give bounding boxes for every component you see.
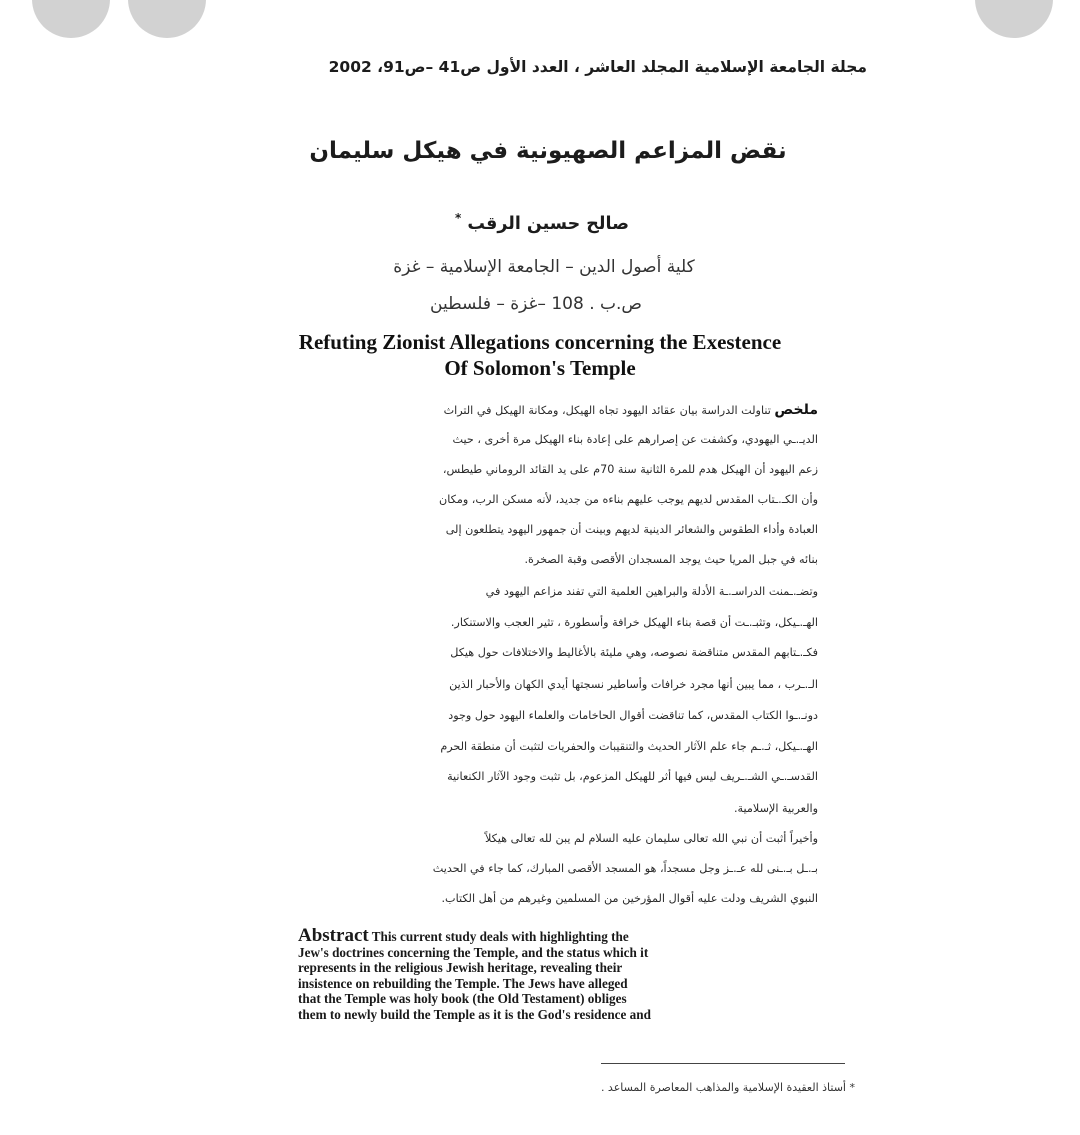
footnote-divider (601, 1063, 845, 1064)
summary-line: بنائه في جبل المريا حيث يوجد المسجدان الأقصى وقبة الصخرة. (524, 553, 818, 566)
summary-line: الهـ.ـيكل، ثـ.ـم جاء علم الآثار الحديث والتنقيبات والحفريات لتثبت أن منطقة الحرم (440, 740, 818, 753)
summary-line: الهـ.ـيكل، وتثبـ.ـت أن قصة بناء الهيكل خرافة وأسطورة ، تثير العجب والاستنكار. (450, 616, 818, 629)
paper-title-arabic: نقض المزاعم الصهيونية في هيكل سليمان (309, 138, 787, 164)
overlay-button-right[interactable] (975, 0, 1053, 38)
summary-line: زعم اليهود أن الهيكل هدم للمرة الثانية سنة 70م على يد القائد الروماني طيطس، (442, 463, 818, 476)
summary-line: فكـ.ـتابهم المقدس متناقضة نصوصه، وهي مليئة بالأغاليط والاختلافات حول هيكل (450, 646, 818, 659)
paper-title-english-line-2: Of Solomon's Temple (444, 356, 636, 380)
summary-line: وأخيراً أثبت أن نبي الله تعالى سليمان عليه السلام لم يبن لله تعالى هيكلاً (484, 832, 818, 845)
summary-heading: ملخص (774, 402, 818, 418)
summary-line: الديـ.ـي اليهودي، وكشفت عن إصرارهم على إعادة بناء الهيكل مرة أخرى ، حيث (452, 433, 818, 446)
abstract-line: them to newly build the Temple as it is the God's residence and (298, 1006, 651, 1022)
summary-line: وتضـ.ـمنت الدراسـ.ـة الأدلة والبراهين العلمية التي تفند مزاعم اليهود في (485, 585, 818, 598)
abstract-line-1 (298, 928, 803, 945)
paper-title-english-line-1: Refuting Zionist Allegations concerning the Exestence (298, 330, 782, 354)
abstract-heading: Abstract (298, 928, 369, 945)
abstract-line: insistence on rebuilding the Temple. The Jews have alleged (298, 975, 628, 991)
summary-line: النبوي الشريف ودلت عليه أقوال المؤرخين من المسلمين وغيرهم من أهل الكتاب. (441, 892, 818, 905)
summary-line: وأن الكـ.ـتاب المقدس لديهم يوجب عليهم بناءه من جديد، لأنه مسكن الرب، ومكان (439, 493, 818, 506)
author-line (2, 211, 1080, 234)
abstract-line: represents in the religious Jewish heritage, revealing their (298, 960, 623, 976)
abstract-english (298, 928, 803, 1023)
abstract-text: This current study deals with highlighting the (371, 929, 629, 944)
summary-line: القدسـ.ـي الشـ.ـريف ليس فيها أثر للهيكل المزعوم، بل تثبت وجود الآثار الكنعانية (447, 770, 818, 783)
summary-line: العبادة وأداء الطقوس والشعائر الدينية لديهم وبينت أن جمهور اليهود يتطلعون إلى (445, 523, 818, 536)
summary-line: والعربية الإسلامية. (734, 802, 818, 815)
author-footnote-mark: * (455, 211, 462, 225)
author-name: صالح حسين الرقب (467, 213, 629, 234)
overlay-button-left-1[interactable] (32, 0, 110, 38)
summary-line: دونـ.ـوا الكتاب المقدس، كما تناقضت أقوال الحاخامات والعلماء اليهود حول وجود (448, 709, 818, 722)
overlay-button-left-2[interactable] (128, 0, 206, 38)
footnote: * أستاذ العقيدة الإسلامية والمذاهب المعاصرة المساعد . (600, 1081, 855, 1094)
abstract-line: that the Temple was holy book (the Old Testament) obliges (298, 991, 627, 1007)
summary-line-1 (278, 397, 818, 424)
abstract-line: Jew's doctrines concerning the Temple, and the status which it (298, 944, 649, 960)
journal-header: مجلة الجامعة الإسلامية المجلد العاشر ، العدد الأول ص41 –ص91، 2002 (328, 58, 867, 76)
summary-line: بـ.ـل بـ.ـنى لله عـ.ـز وجل مسجداً، هو المسجد الأقصى المبارك، كما جاء في الحديث (432, 862, 818, 875)
summary-line: الـ.ـرب ، مما يبين أنها مجرد خرافات وأساطير نسجتها أيدي الكهان والأحبار الذين (449, 678, 818, 691)
author-affiliation: كلية أصول الدين – الجامعة الإسلامية – غزة (393, 257, 695, 277)
author-address: ص.ب . 108 –غزة – فلسطين (430, 294, 642, 314)
summary-line-text: تناولت الدراسة بيان عقائد اليهود تجاه الهيكل، ومكانة الهيكل في التراث (443, 404, 771, 417)
